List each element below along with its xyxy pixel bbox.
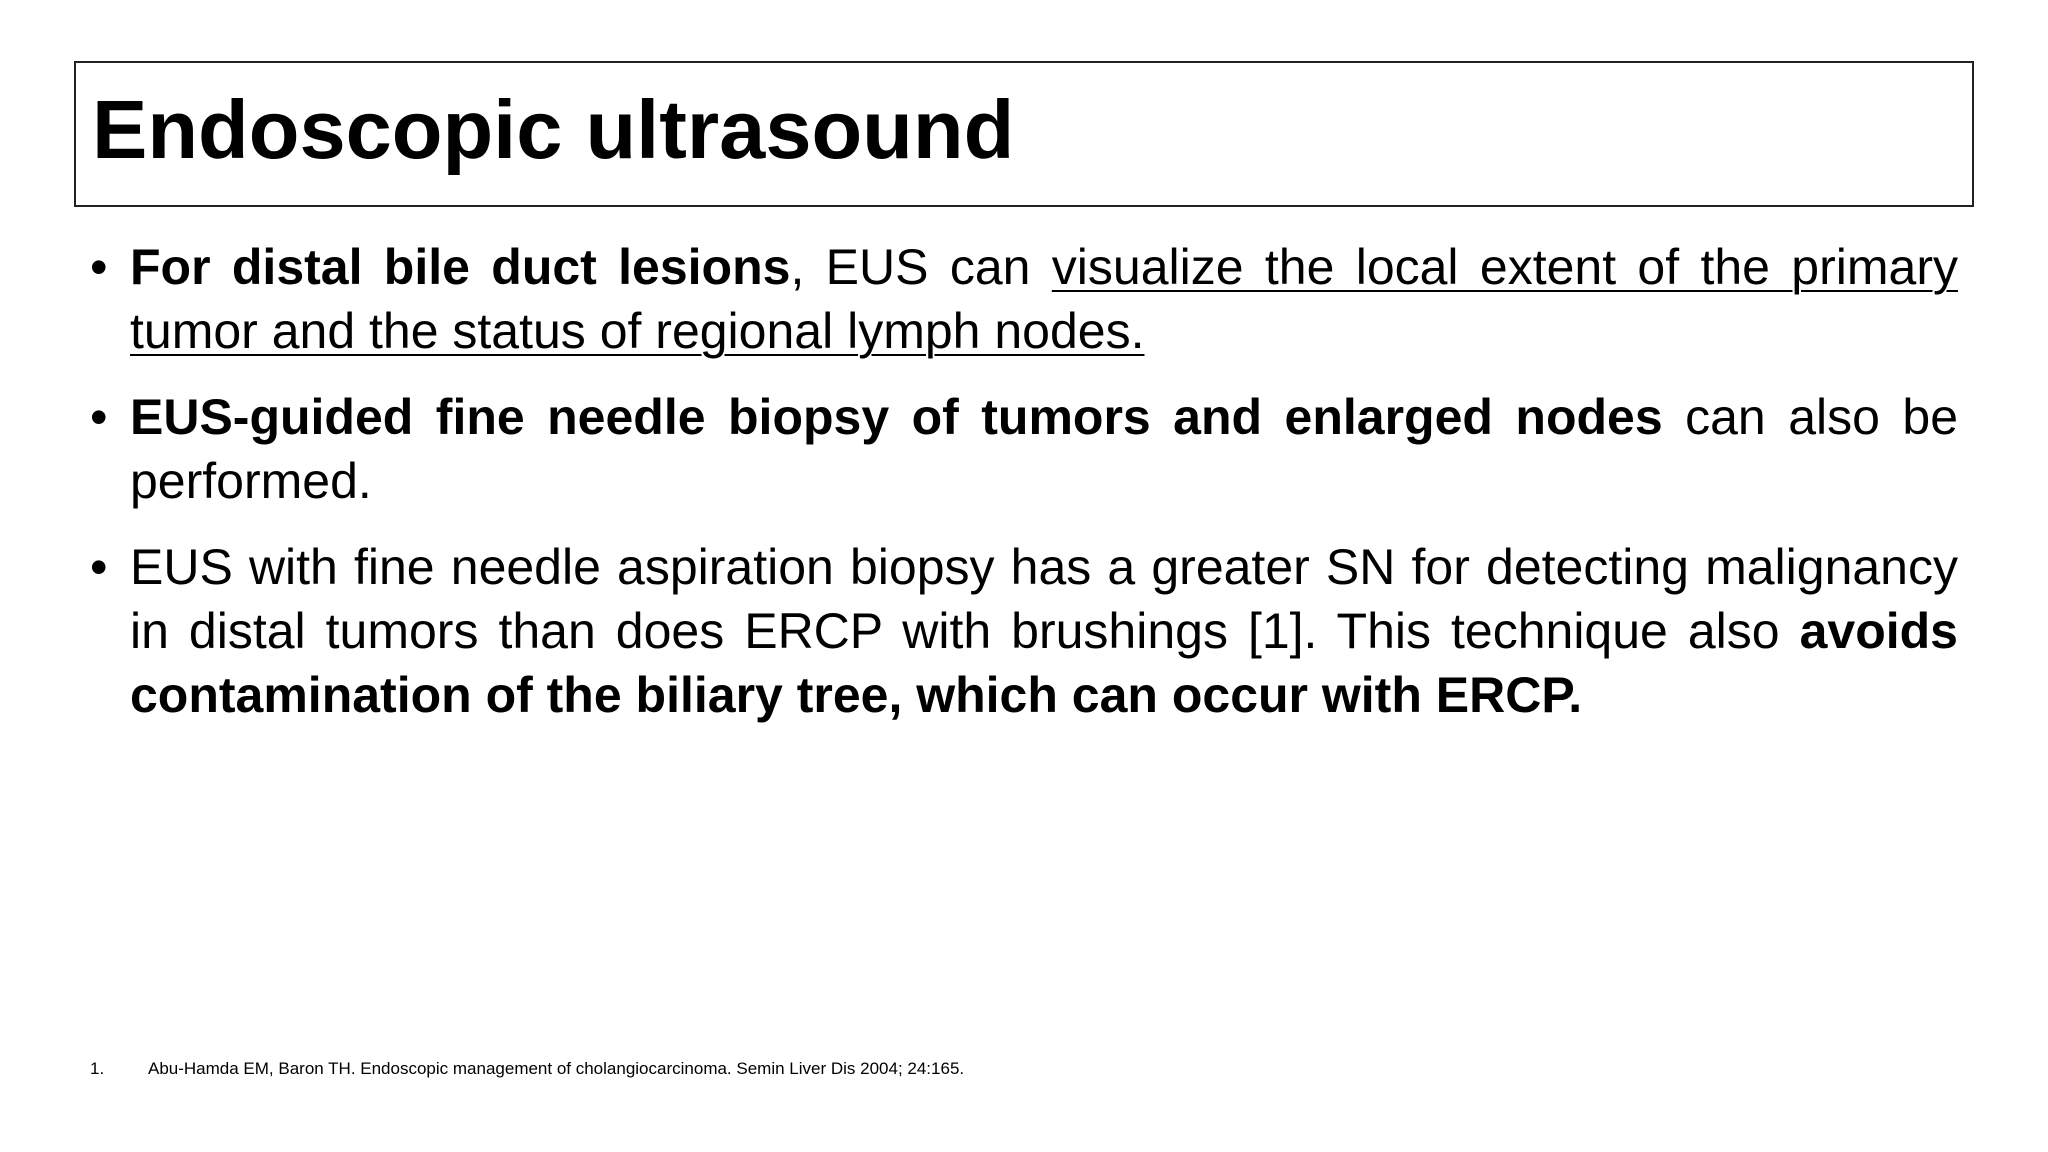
bullet-dot: • xyxy=(90,239,108,295)
footnote-text: Abu-Hamda EM, Baron TH. Endoscopic management of cholangiocarcinoma. Semin Liver Dis 2004; 24:165. xyxy=(148,1059,965,1078)
bullet-item xyxy=(90,235,1958,363)
bullet-item xyxy=(90,535,1958,727)
footnote-number: 1. xyxy=(90,1059,105,1078)
bullet-1-bold-text: For distal bile duct lesions xyxy=(130,239,791,295)
bullet-2-text: can also be performed. xyxy=(130,389,1959,509)
bullet-dot: • xyxy=(90,389,108,445)
bullet-list xyxy=(90,235,1958,749)
bullet-dot: • xyxy=(90,539,108,595)
bullet-3-bold-text: avoids contamination of the biliary tree, which can occur with ERCP. xyxy=(130,603,1958,723)
bullet-3-text: EUS with fine needle aspiration biopsy has a greater SN for detecting malignancy in distal tumors than does ERCP with brushings [1]. This technique also xyxy=(130,539,1958,659)
bullet-item xyxy=(90,385,1958,513)
bullet-1-underlined-text: visualize the local extent of the primary tumor and the status of regional lymph nodes. xyxy=(130,239,1958,359)
bullet-2-bold-text: EUS-guided fine needle biopsy of tumors and enlarged nodes xyxy=(130,389,1663,445)
title-box xyxy=(74,61,1974,207)
bullet-1-text: , EUS can xyxy=(790,239,1052,295)
slide-title: Endoscopic ultrasound xyxy=(92,83,1015,176)
footnote xyxy=(90,1058,964,1080)
